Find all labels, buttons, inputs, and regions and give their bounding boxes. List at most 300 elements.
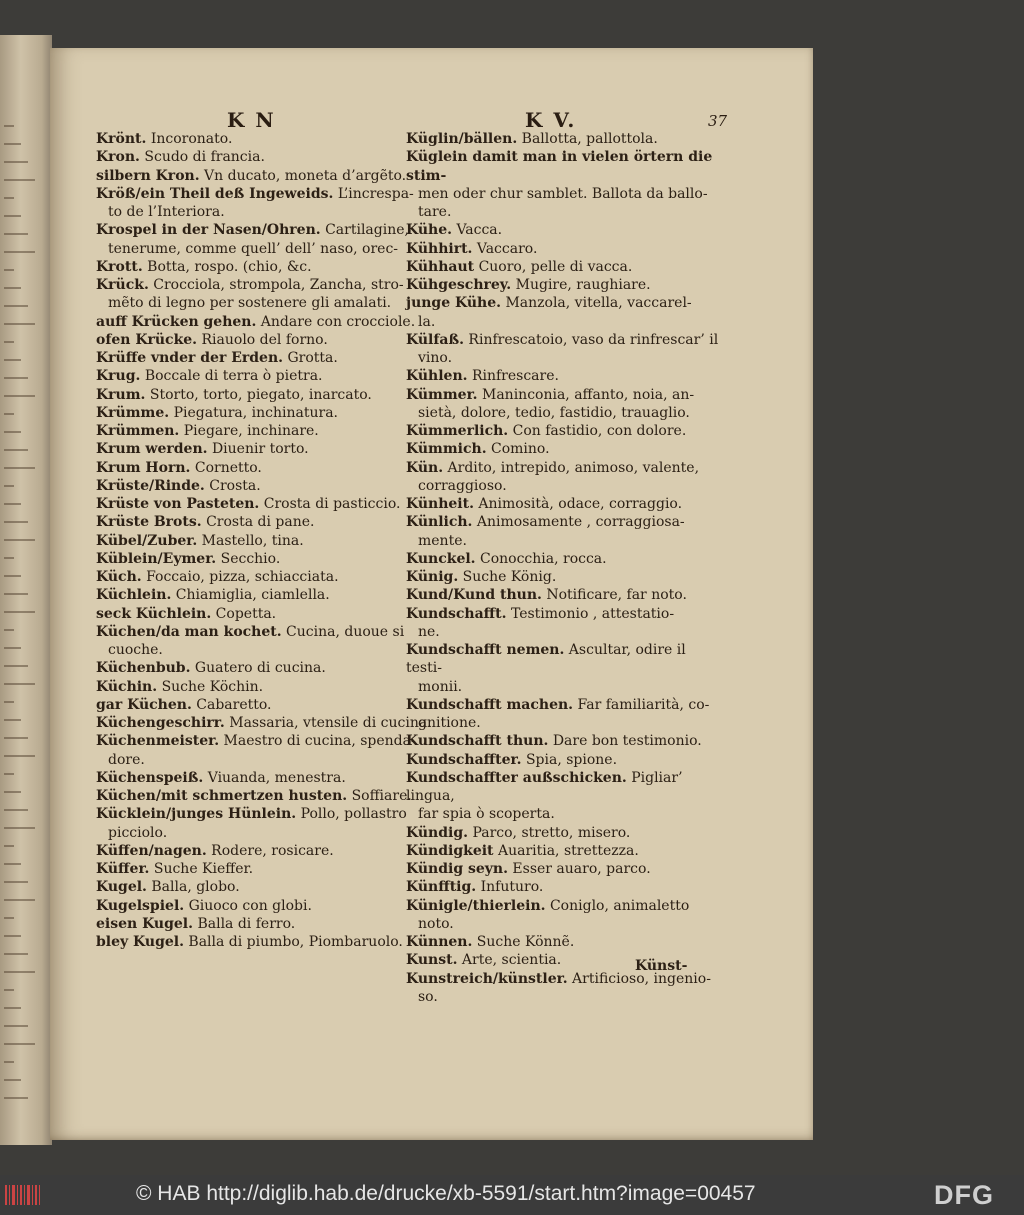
facing-page-text-mark <box>4 791 21 793</box>
entry-translation: Cabaretto. <box>191 696 272 713</box>
facing-page-text-mark <box>4 125 14 127</box>
entry-translation: Manzola, vitella, vaccarel- <box>501 295 692 312</box>
facing-page-text-mark <box>4 359 21 361</box>
entry-headword: Kundschaffter. <box>406 751 522 768</box>
page-number: 37 <box>708 112 728 130</box>
dictionary-entry <box>406 422 724 440</box>
dictionary-entry <box>96 294 436 312</box>
entry-translation: Far familiarità, co- <box>573 696 710 713</box>
entry-headword: Kün. <box>406 459 444 476</box>
facing-page-text-mark <box>4 647 21 649</box>
entry-headword: Küchenspeiß. <box>96 769 204 786</box>
entry-headword: Kunckel. <box>406 550 476 567</box>
dictionary-entry <box>406 294 724 312</box>
entry-headword: Küchen/da man kochet. <box>96 623 282 640</box>
entry-translation: Rinfrescatoio, vaso da rinfrescar’ il <box>463 331 719 348</box>
facing-page-text-mark <box>4 1025 28 1027</box>
facing-page-text-mark <box>4 467 35 469</box>
dictionary-entry <box>96 714 436 732</box>
entry-translation: Animosamente , corraggiosa- <box>472 514 685 531</box>
entry-translation: Suche Könnẽ. <box>472 934 575 950</box>
facing-page-text-mark <box>4 989 14 991</box>
dictionary-entry <box>406 386 724 404</box>
dictionary-entry <box>96 440 436 458</box>
facing-page-text-mark <box>4 233 28 235</box>
dictionary-entry <box>96 550 436 568</box>
entry-headword: Künigle/thierlein. <box>406 897 546 914</box>
dictionary-entry <box>96 386 436 404</box>
entry-headword: Kündig. <box>406 824 468 841</box>
dictionary-entry <box>96 897 436 915</box>
dictionary-entry <box>406 933 724 951</box>
entry-headword: Krott. <box>96 258 143 275</box>
dictionary-entry <box>96 532 436 550</box>
entry-translation: Copetta. <box>211 605 277 622</box>
entry-headword: Krück. <box>96 277 149 293</box>
entry-headword: eisen Kugel. <box>96 915 193 932</box>
entry-translation: tenerume, comme quell’ dell’ naso, orec- <box>108 240 399 257</box>
facing-page-text-mark <box>4 917 14 919</box>
facing-page-text-mark <box>4 413 14 415</box>
dictionary-entry <box>406 586 724 604</box>
entry-headword: Kühgeschrey. <box>406 277 512 293</box>
facing-page-text-mark <box>4 935 21 937</box>
dictionary-entry <box>406 878 724 896</box>
entry-headword: Kundschafft. <box>406 605 507 622</box>
dictionary-entry <box>96 842 436 860</box>
facing-page-text-mark <box>4 665 28 667</box>
facing-page-text-mark <box>4 521 28 523</box>
entry-translation: Coniglo, animaletto <box>545 897 690 914</box>
entry-headword: Küchlein. <box>96 587 172 604</box>
entry-headword: Krum. <box>96 386 146 403</box>
dictionary-entry <box>96 751 436 769</box>
dictionary-entry <box>96 933 436 951</box>
entry-translation: Chiamiglia, ciamlella. <box>171 587 330 604</box>
facing-page-text-mark <box>4 557 14 559</box>
dictionary-entry <box>406 495 724 513</box>
entry-translation: Maninconia, affanto, noia, an- <box>477 386 695 403</box>
dictionary-entry <box>96 276 436 294</box>
entry-translation: Secchio. <box>216 550 281 567</box>
dictionary-entry <box>406 240 724 258</box>
entry-translation: Grotta. <box>283 350 338 366</box>
facing-page-text-mark <box>4 845 14 847</box>
dictionary-entry <box>96 331 436 349</box>
dictionary-entry <box>96 240 436 258</box>
entry-translation: Cuoro, pelle di vacca. <box>474 258 633 275</box>
facing-page-text-mark <box>4 611 35 613</box>
dictionary-entry <box>96 459 436 477</box>
entry-translation: Vn ducato, moneta d’argẽto. <box>199 167 407 184</box>
facing-page-text-mark <box>4 755 35 757</box>
entry-headword: Kübel/Zuber. <box>96 532 198 549</box>
facing-page-text-mark <box>4 485 14 487</box>
dictionary-entry <box>406 367 724 385</box>
entry-headword: Kücklein/junges Hünlein. <box>96 806 297 823</box>
entry-headword: Krug. <box>96 368 141 385</box>
entry-headword: Küglin/bällen. <box>406 131 518 147</box>
entry-translation: Arte, scientia. <box>457 952 562 969</box>
dictionary-entry <box>406 860 724 878</box>
facing-page-text-mark <box>4 539 35 541</box>
entry-translation: Boccale di terra ò pietra. <box>140 368 323 385</box>
entry-headword: Künfftig. <box>406 879 477 896</box>
left-column <box>96 130 436 951</box>
entry-headword: Küchengeschirr. <box>96 715 225 731</box>
entry-translation: Spia, spione. <box>521 751 618 768</box>
facing-page-text-mark <box>4 503 21 505</box>
entry-translation: Suche Kieffer. <box>149 861 254 877</box>
dictionary-entry <box>406 276 724 294</box>
entry-translation: Animosità, odace, corraggio. <box>473 496 683 512</box>
dictionary-entry <box>96 696 436 714</box>
facing-page-text-mark <box>4 1079 21 1081</box>
entry-translation: Cornetto. <box>190 459 262 476</box>
entry-translation: Vacca. <box>452 222 503 239</box>
facing-page-text-mark <box>4 449 28 451</box>
facing-page-text-mark <box>4 701 14 703</box>
dictionary-entry <box>96 258 436 276</box>
entry-translation: Andare con crocciole. <box>256 313 416 330</box>
facing-page-text-mark <box>4 1061 14 1063</box>
dictionary-entry <box>96 422 436 440</box>
entry-headword: Kühhirt. <box>406 240 473 257</box>
entry-headword: Krüste/Rinde. <box>96 477 205 494</box>
entry-translation: Esser auaro, parco. <box>507 861 651 877</box>
entry-headword: Künheit. <box>406 496 474 512</box>
entry-translation: gnitione. <box>418 715 481 731</box>
dictionary-entry <box>96 805 436 823</box>
entry-translation: Suche König. <box>458 569 557 585</box>
dictionary-entry <box>406 915 724 933</box>
dictionary-entry <box>96 313 436 331</box>
entry-translation: Vaccaro. <box>472 240 538 257</box>
dictionary-entry <box>406 824 724 842</box>
dictionary-entry <box>96 878 436 896</box>
dictionary-entry <box>406 477 724 495</box>
entry-headword: Künnen. <box>406 934 473 950</box>
dictionary-entry <box>96 769 436 787</box>
entry-translation: Ardito, intrepido, animoso, valente, <box>443 459 700 476</box>
dictionary-entry <box>406 349 724 367</box>
entry-translation: Balla di ferro. <box>193 915 296 932</box>
facing-page-text-mark <box>4 719 21 721</box>
facing-page-text-mark <box>4 899 35 901</box>
entry-translation: Mugire, raughiare. <box>511 277 651 293</box>
entry-translation: Maestro di cucina, spenda- <box>219 733 416 750</box>
dictionary-entry <box>406 130 724 148</box>
dictionary-entry <box>406 751 724 769</box>
entry-headword: Kund/Kund thun. <box>406 587 542 604</box>
entry-headword: Kundschaffter außschicken. <box>406 769 627 786</box>
entry-translation: noto. <box>418 915 454 932</box>
entry-translation: Massaria, vtensile di cucina. <box>224 715 432 731</box>
entry-translation: Auaritia, strettezza. <box>493 842 639 859</box>
entry-translation: Crocciola, strompola, Zancha, stro- <box>148 277 404 293</box>
entry-translation: Crosta. <box>204 477 261 494</box>
facing-page-text-mark <box>4 575 21 577</box>
dictionary-entry <box>96 732 436 750</box>
entry-headword: Kundschafft thun. <box>406 733 549 750</box>
entry-headword: Kunstreich/künstler. <box>406 970 568 987</box>
dictionary-entry <box>406 550 724 568</box>
entry-translation: ne. <box>418 623 440 640</box>
entry-translation: tare. <box>418 204 452 220</box>
entry-headword: Küchin. <box>96 678 158 695</box>
dictionary-entry <box>96 185 436 203</box>
entry-headword: Küchenmeister. <box>96 733 220 750</box>
entry-translation: Piegatura, inchinatura. <box>169 404 338 421</box>
dictionary-entry <box>406 623 724 641</box>
catchword: Künst- <box>635 958 688 974</box>
dictionary-entry <box>96 477 436 495</box>
facing-page-text-mark <box>4 377 28 379</box>
entry-translation: Riauolo del forno. <box>197 331 328 348</box>
entry-translation: Con fastidio, con dolore. <box>508 423 687 439</box>
entry-headword: Kröß/ein Theil deß Ingeweids. <box>96 185 334 202</box>
entry-translation: Suche Köchin. <box>157 678 264 695</box>
facing-page-text-mark <box>4 395 35 397</box>
facing-page-text-mark <box>4 161 28 163</box>
facing-page-text-mark <box>4 683 35 685</box>
facing-page-text-mark <box>4 341 14 343</box>
dictionary-entry <box>406 258 724 276</box>
dictionary-entry <box>406 459 724 477</box>
entry-translation: Rinfrescare. <box>467 368 559 385</box>
entry-translation: Notificare, far noto. <box>541 587 687 604</box>
entry-headword: junge Kühe. <box>406 295 501 312</box>
dictionary-entry <box>96 513 436 531</box>
entry-headword: Kunst. <box>406 952 458 969</box>
entry-headword: Kündigkeit <box>406 842 494 859</box>
entry-headword: Küffen/nagen. <box>96 842 207 859</box>
entry-headword: Küblein/Eymer. <box>96 550 217 567</box>
dictionary-entry <box>406 440 724 458</box>
entry-headword: Krönt. <box>96 131 147 147</box>
facing-page-text-mark <box>4 827 35 829</box>
entry-translation: vino. <box>418 350 453 366</box>
entry-translation: Ballotta, pallottola. <box>517 131 658 147</box>
entry-headword: Küch. <box>96 569 142 585</box>
entry-headword: Kündig seyn. <box>406 861 508 877</box>
entry-translation: Piegare, inchinare. <box>179 423 319 439</box>
entry-translation: Rodere, rosicare. <box>206 842 334 859</box>
facing-page-text-mark <box>4 1097 28 1099</box>
book-page <box>50 48 813 1140</box>
dictionary-entry <box>96 659 436 677</box>
entry-translation: cuoche. <box>108 642 163 658</box>
dictionary-entry <box>406 148 724 185</box>
dictionary-entry <box>406 331 724 349</box>
entry-headword: Krum Horn. <box>96 459 191 476</box>
dictionary-entry <box>96 860 436 878</box>
facing-page-text-mark <box>4 737 28 739</box>
entry-headword: Küglein damit man in vielen örtern die stim- <box>406 149 713 184</box>
entry-translation: Incoronato. <box>146 131 233 147</box>
entry-translation: Scudo di francia. <box>139 149 265 166</box>
facing-page-text-mark <box>4 971 35 973</box>
entry-translation: Artificioso, ingenio- <box>567 970 711 987</box>
dictionary-entry <box>406 641 724 678</box>
entry-headword: silbern Kron. <box>96 167 200 184</box>
entry-headword: Krospel in der Nasen/Ohren. <box>96 222 321 239</box>
entry-translation: mẽto di legno per sostenere gli amalati. <box>108 295 392 312</box>
dictionary-entry <box>406 605 724 623</box>
entry-translation: Dare bon testimonio. <box>548 733 702 750</box>
entry-translation: L’increspa- <box>333 185 414 202</box>
dictionary-entry <box>406 805 724 823</box>
dictionary-entry <box>406 897 724 915</box>
entry-headword: Krümmen. <box>96 423 180 439</box>
entry-translation: Crosta di pasticcio. <box>259 496 401 512</box>
barcode-icon <box>4 1183 42 1207</box>
entry-translation: Balla, globo. <box>146 879 240 896</box>
entry-headword: Kundschafft machen. <box>406 696 574 713</box>
dictionary-entry <box>406 513 724 531</box>
entry-headword: Kümmich. <box>406 441 487 458</box>
dictionary-entry <box>406 714 724 732</box>
entry-translation: Infuturo. <box>476 879 544 896</box>
entry-translation: picciolo. <box>108 824 168 841</box>
facing-page-text-mark <box>4 305 28 307</box>
facing-page-text-mark <box>4 1043 35 1045</box>
entry-translation: Pollo, pollastro <box>296 806 407 823</box>
entry-headword: gar Küchen. <box>96 696 192 713</box>
entry-translation: Crosta di pane. <box>201 514 315 531</box>
entry-translation: dore. <box>108 751 145 768</box>
dictionary-entry <box>96 623 436 641</box>
right-column <box>406 130 724 1006</box>
entry-translation: Mastello, tina. <box>197 532 304 549</box>
dictionary-entry <box>96 167 436 185</box>
entry-headword: Krum werden. <box>96 441 208 458</box>
footer-bar <box>0 1175 1024 1215</box>
facing-page-text-mark <box>4 881 28 883</box>
entry-translation: corraggioso. <box>418 477 507 494</box>
dictionary-entry <box>406 185 724 203</box>
dictionary-entry <box>406 568 724 586</box>
facing-page-text-mark <box>4 215 21 217</box>
entry-headword: Kümmer. <box>406 386 478 403</box>
entry-translation: Testimonio , attestatio- <box>506 605 675 622</box>
entry-translation: so. <box>418 988 438 1005</box>
entry-headword: Künig. <box>406 569 459 585</box>
dictionary-entry <box>96 404 436 422</box>
entry-translation: Botta, rospo. (chio, &c. <box>142 258 312 275</box>
entry-translation: Parco, stretto, misero. <box>468 824 631 841</box>
dictionary-entry <box>406 532 724 550</box>
facing-page-text-mark <box>4 593 28 595</box>
entry-translation: Ascultar, odire il testi- <box>406 642 686 677</box>
entry-translation: Cartilagine, <box>320 222 409 239</box>
entry-translation: men oder chur samblet. Ballota da ballo- <box>418 185 708 202</box>
entry-headword: Kümmerlich. <box>406 423 509 439</box>
facing-page-text-mark <box>4 251 35 253</box>
entry-headword: Krüste von Pasteten. <box>96 496 260 512</box>
entry-headword: Küffer. <box>96 861 150 877</box>
entry-translation: Balla di piumbo, Piombaruolo. <box>183 934 403 950</box>
facing-page-text-mark <box>4 863 21 865</box>
dictionary-entry <box>96 678 436 696</box>
entry-translation: Foccaio, pizza, schiacciata. <box>141 569 339 585</box>
dictionary-entry <box>96 568 436 586</box>
copyright-link[interactable]: © HAB http://diglib.hab.de/drucke/xb-5591/start.htm?image=00457 <box>136 1182 756 1205</box>
dictionary-entry <box>96 787 436 805</box>
entry-headword: Krümme. <box>96 404 170 421</box>
entry-headword: Krüffe vnder der Erden. <box>96 350 283 366</box>
facing-page-text-mark <box>4 1007 21 1009</box>
entry-translation: Cucina, duoue si <box>281 623 405 640</box>
entry-headword: bley Kugel. <box>96 934 184 950</box>
dictionary-entry <box>406 678 724 696</box>
entry-headword: Kron. <box>96 149 140 166</box>
entry-translation: Conocchia, rocca. <box>475 550 607 567</box>
facing-page-text-mark <box>4 809 28 811</box>
dictionary-entry <box>96 641 436 659</box>
dictionary-entry <box>406 203 724 221</box>
entry-translation: Comino. <box>486 441 550 458</box>
entry-headword: auff Krücken gehen. <box>96 313 257 330</box>
entry-translation: Diuenir torto. <box>207 441 309 458</box>
facing-page-text-mark <box>4 197 14 199</box>
facing-page-text-mark <box>4 431 21 433</box>
entry-headword: Küchenbub. <box>96 660 191 677</box>
dictionary-entry <box>406 732 724 750</box>
dictionary-entry <box>406 696 724 714</box>
facing-page-text-mark <box>4 323 35 325</box>
dictionary-entry <box>406 769 724 806</box>
entry-headword: seck Küchlein. <box>96 605 212 622</box>
facing-page-text-mark <box>4 287 21 289</box>
running-head-right: K V. <box>525 108 577 132</box>
entry-translation: far spia ò scoperta. <box>418 806 555 823</box>
dictionary-entry <box>406 842 724 860</box>
entry-translation: la. <box>418 313 436 330</box>
facing-page-text-mark <box>4 179 35 181</box>
facing-page-text-mark <box>4 953 28 955</box>
entry-translation: Storto, torto, piegato, inarcato. <box>145 386 372 403</box>
entry-headword: Külfaß. <box>406 331 464 348</box>
entry-headword: Kühe. <box>406 222 452 239</box>
facing-page-edge <box>0 35 52 1145</box>
dictionary-entry <box>96 349 436 367</box>
dictionary-entry <box>96 367 436 385</box>
dictionary-entry <box>406 221 724 239</box>
entry-translation: sietà, dolore, tedio, fastidio, trauaglio. <box>418 404 690 421</box>
running-head-left: K N <box>227 108 276 132</box>
dictionary-entry <box>96 915 436 933</box>
entry-headword: Küchen/mit schmertzen husten. <box>96 788 348 804</box>
dictionary-entry <box>96 605 436 623</box>
entry-headword: Künlich. <box>406 514 473 531</box>
entry-translation: mente. <box>418 532 467 549</box>
entry-headword: Kugelspiel. <box>96 897 185 914</box>
dictionary-entry <box>406 404 724 422</box>
facing-page-text-mark <box>4 629 14 631</box>
dictionary-entry <box>96 130 436 148</box>
dictionary-entry <box>406 313 724 331</box>
dfg-logo: DFG <box>934 1180 994 1210</box>
dictionary-entry <box>96 221 436 239</box>
entry-headword: Kühhaut <box>406 258 475 275</box>
entry-headword: ofen Krücke. <box>96 331 198 348</box>
entry-translation: Viuanda, menestra. <box>203 769 346 786</box>
entry-headword: Kugel. <box>96 879 147 896</box>
entry-translation: Giuoco con globi. <box>184 897 312 914</box>
entry-translation: Guatero di cucina. <box>190 660 326 677</box>
facing-page-text-mark <box>4 773 14 775</box>
